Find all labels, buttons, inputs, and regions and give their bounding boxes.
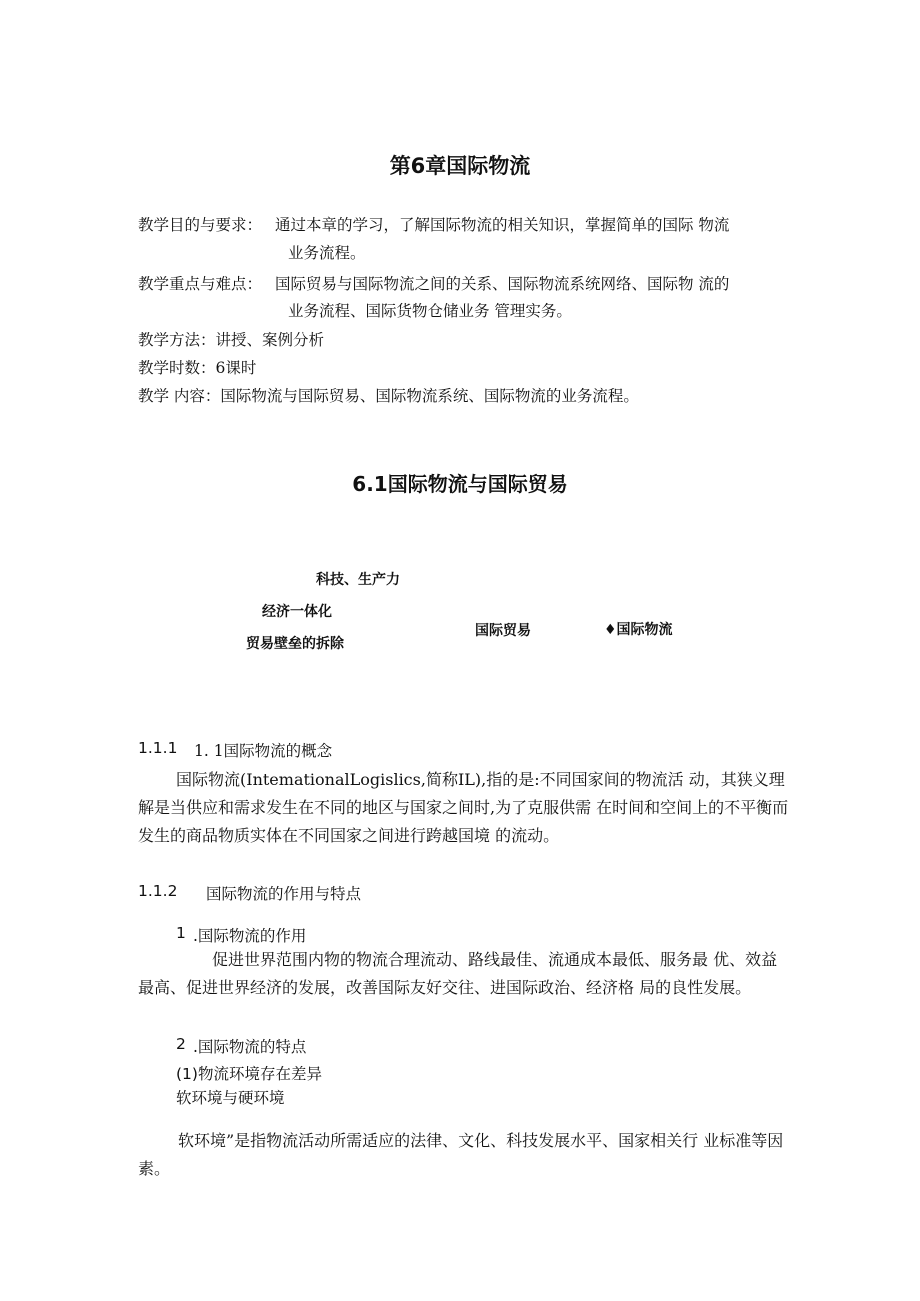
s111-paragraph: 国际物流(IntemationalLogislics,简称IL),指的是:不同国家间的物流活 动，其狭义理解是当供应和需求发生在不同的地区与国家之间时,为了克服供需 在时间和空间上的不平衡而发生的商品物质实体在不同国家之间进行跨越国境 的流动。 bbox=[138, 770, 789, 845]
focus-line-2: 业务流程、国际货物仓储业务 管理实务。 bbox=[288, 302, 572, 320]
s112-title: 国际物流的作用与特点 bbox=[206, 885, 362, 903]
s112-number: 1.1.2 bbox=[138, 882, 178, 900]
sub-point-1: (1)物流环境存在差异 bbox=[176, 1065, 322, 1083]
diagram-trade: 国际贸易 bbox=[475, 623, 531, 639]
goal-label: 教学目的与要求： bbox=[138, 216, 263, 234]
focus-label: 教学重点与难点： bbox=[138, 275, 263, 293]
focus-line-1: 国际贸易与国际物流之间的关系、国际物流系统网络、国际物 流的 bbox=[275, 275, 730, 293]
goal-line-1: 通过本章的学习，了解国际物流的相关知识，掌握简单的国际 物流 bbox=[275, 216, 730, 234]
diagram-factor-econ: 经济一体化 bbox=[262, 604, 332, 620]
teaching-method: 教学方法：讲授、案例分析 bbox=[138, 331, 325, 349]
section-title: 6.1国际物流与国际贸易 bbox=[352, 472, 568, 496]
item1-number: 1 bbox=[176, 924, 186, 942]
chapter-title: 第6章国际物流 bbox=[389, 154, 531, 178]
teaching-content: 教学 内容：国际物流与国际贸易、国际物流系统、国际物流的业务流程。 bbox=[138, 387, 639, 405]
item1-title: .国际物流的作用 bbox=[193, 927, 307, 945]
s111-number: 1.1.1 bbox=[138, 739, 178, 757]
s111-title: 1. 1国际物流的概念 bbox=[194, 742, 333, 760]
goal-line-2: 业务流程。 bbox=[288, 244, 366, 262]
soft-environment-paragraph: 软环境”是指物流活动所需适应的法律、文化、科技发展水平、国家相关行 业标准等因素。 bbox=[138, 1131, 784, 1178]
item2-number: 2 bbox=[176, 1035, 186, 1053]
teaching-hours: 教学时数：6课时 bbox=[138, 359, 257, 377]
diagram-factor-tech: 科技、生产力 bbox=[316, 572, 400, 588]
diagram-logistics: ♦国际物流 bbox=[604, 622, 673, 638]
item2-title: .国际物流的特点 bbox=[193, 1038, 307, 1056]
sub-point-1-line: 软环境与硬环境 bbox=[176, 1089, 285, 1107]
diagram-factor-barrier: 贸易壁垒的拆除 bbox=[246, 636, 344, 652]
item1-paragraph: 促进世界范围内物的物流合理流动、路线最佳、流通成本最低、服务最 优、效益最高、促进世界经济的发展，改善国际友好交往、进国际政治、经济格 局的良性发展。 bbox=[138, 950, 778, 997]
